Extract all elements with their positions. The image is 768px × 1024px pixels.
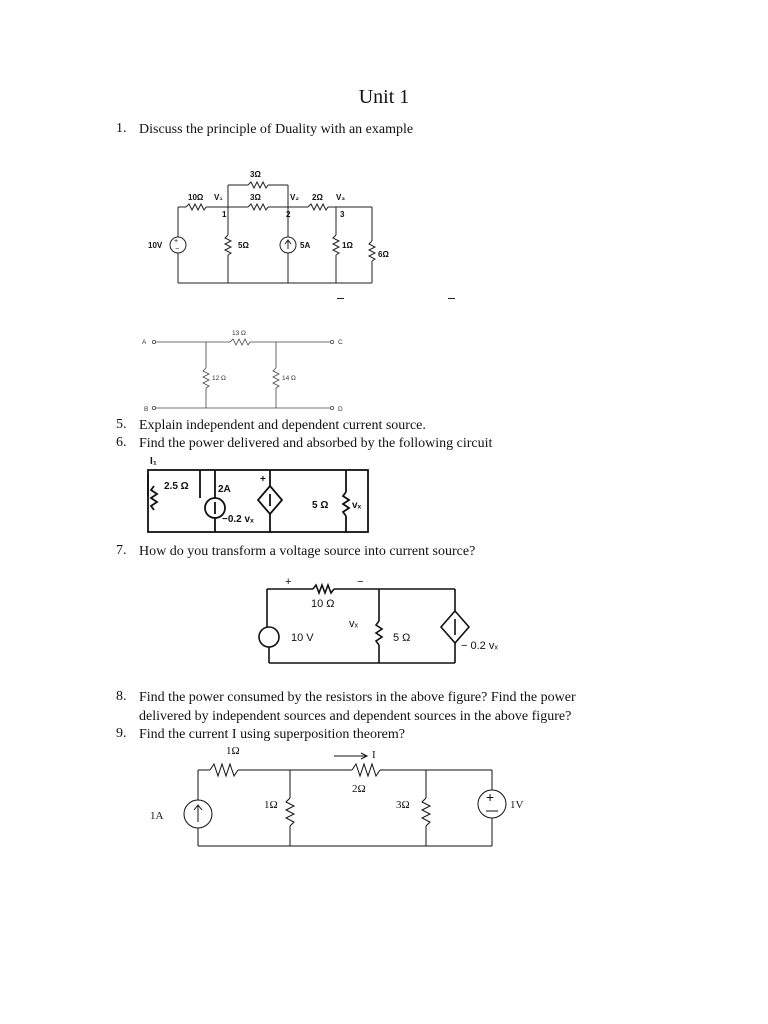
question-text: Find the power consumed by the resistors in the above figure? Find the power <box>139 690 576 705</box>
label-r-series: 13 Ω <box>232 330 246 337</box>
label-node3: 3 <box>340 210 345 219</box>
label-r2: 5 Ω <box>393 632 411 644</box>
label-node2: 2 <box>286 210 291 219</box>
label-dependent: − 0.2 vₓ <box>461 640 498 652</box>
label-vx: vₓ <box>349 618 359 630</box>
label-vx: vₓ <box>352 500 362 511</box>
question-number: 8. <box>116 689 127 704</box>
question-number: 5. <box>116 417 127 432</box>
label-r-shunt1: 5Ω <box>238 241 249 250</box>
label-r-right: 2Ω <box>312 193 323 202</box>
circuit-figure-source-transform <box>255 575 530 667</box>
question-number: 7. <box>116 543 127 558</box>
label-r-top: 1Ω <box>226 745 240 757</box>
question-number: 6. <box>116 435 127 450</box>
label-v3: V₃ <box>336 193 346 202</box>
stray-mark <box>337 298 344 299</box>
circuit-figure-duality <box>140 165 400 290</box>
label-r-shunt3: 6Ω <box>378 250 389 259</box>
question-number: 9. <box>116 726 127 741</box>
label-r-shunt2: 1Ω <box>342 241 353 250</box>
circuit-figure-power <box>140 452 380 542</box>
label-v1: V₁ <box>214 193 223 202</box>
label-current: I <box>372 749 376 761</box>
label-node-b: B <box>144 406 149 413</box>
question-number: 1. <box>116 121 127 136</box>
circuit-figure-abcd <box>140 328 355 416</box>
label-plus: + <box>260 474 266 485</box>
question-text-continued: delivered by independent sources and dependent sources in the above figure? <box>139 709 572 724</box>
label-r1: 2.5 Ω <box>164 481 189 492</box>
page-title: Unit 1 <box>358 86 410 108</box>
label-r-shunt1: 1Ω <box>264 799 278 811</box>
svg-text:−: − <box>175 246 180 253</box>
question-text: Explain independent and dependent current source. <box>139 418 426 433</box>
label-dependent: −0.2 vₓ <box>222 514 254 525</box>
question-text: How do you transform a voltage source into current source? <box>139 544 476 559</box>
question-text: Find the power delivered and absorbed by the following circuit <box>139 436 493 451</box>
label-plus: + <box>285 576 292 588</box>
label-r-mid: 3Ω <box>250 193 261 202</box>
svg-text:+: + <box>486 789 495 805</box>
question-text: Discuss the principle of Duality with an example <box>139 122 414 137</box>
circuit-figure-superposition <box>140 742 555 854</box>
label-v2: V₂ <box>290 193 299 202</box>
label-r2: 5 Ω <box>312 500 329 511</box>
label-r-left: 12 Ω <box>212 375 226 382</box>
label-r-shunt2: 3Ω <box>396 799 410 811</box>
label-current: I₁ <box>150 456 157 467</box>
label-r-left: 10Ω <box>188 193 204 202</box>
label-node-d: D <box>338 406 343 413</box>
question-text: Find the current I using superposition theorem? <box>139 727 405 742</box>
label-source: 2A <box>218 484 231 495</box>
label-r-right: 14 Ω <box>282 375 296 382</box>
label-source-i: 1A <box>150 810 164 822</box>
label-node-c: C <box>338 339 343 346</box>
label-source-v: 1V <box>510 799 524 811</box>
label-node-a: A <box>142 339 147 346</box>
label-source-i: 5A <box>300 241 311 250</box>
label-minus: − <box>357 576 364 588</box>
label-r1: 10 Ω <box>311 598 335 610</box>
stray-mark <box>448 298 455 299</box>
label-r-series: 2Ω <box>352 783 366 795</box>
label-node1: 1 <box>222 210 227 219</box>
label-source: 10 V <box>291 632 314 644</box>
label-r-top: 3Ω <box>250 170 261 179</box>
svg-text:+: + <box>174 238 179 245</box>
label-source-v: 10V <box>148 241 163 250</box>
